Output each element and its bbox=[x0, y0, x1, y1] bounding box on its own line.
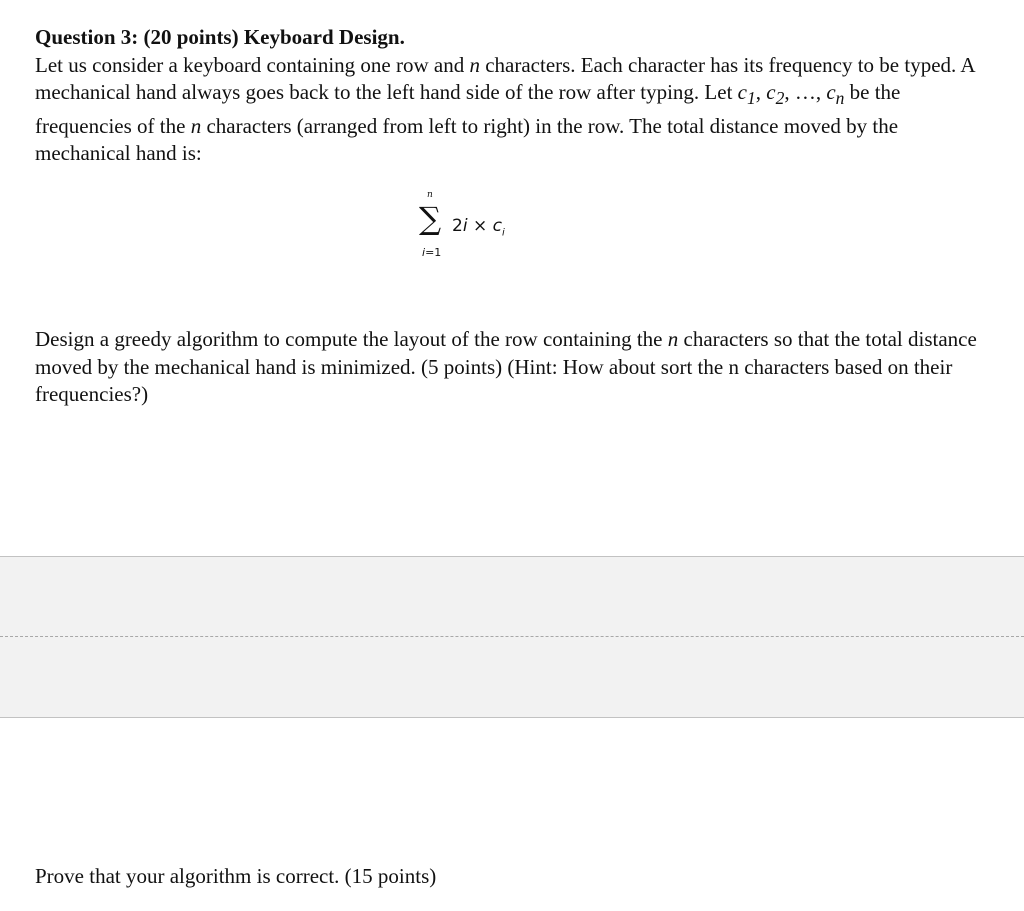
separator-1: , bbox=[755, 80, 767, 104]
summand-coef: 2 bbox=[452, 216, 463, 236]
answer-divider bbox=[0, 636, 1024, 637]
question-title: Question 3: (20 points) Keyboard Design. bbox=[35, 25, 405, 49]
part1-question bbox=[35, 326, 995, 409]
sigma-upper-limit: n bbox=[427, 190, 433, 200]
summation-formula bbox=[418, 190, 558, 270]
part1-text-2: characters so that the total distance moved by the mechanical hand is minimized. (5 points) (Hint: How about sort the n characters based on their frequencies?) bbox=[35, 327, 977, 406]
question-block bbox=[35, 24, 995, 168]
var-n-2: n bbox=[190, 113, 202, 138]
lower-var: i bbox=[422, 246, 426, 259]
sigma-lower-limit bbox=[422, 246, 441, 259]
intro-text-3: be the frequencies of the bbox=[35, 80, 901, 138]
times-sign: × bbox=[467, 216, 493, 236]
summand-sub-i: i bbox=[501, 227, 505, 239]
lower-rest: =1 bbox=[425, 246, 442, 259]
part1-var-n: n bbox=[667, 327, 679, 351]
sub-1: 1 bbox=[747, 88, 756, 109]
var-cn: c bbox=[826, 80, 836, 104]
question-intro bbox=[35, 52, 995, 168]
part1-text-1: Design a greedy algorithm to compute the layout of the row containing the bbox=[35, 327, 668, 351]
summand-c: c bbox=[492, 216, 502, 236]
answer-area[interactable] bbox=[0, 556, 1024, 718]
sigma-symbol: ∑ bbox=[419, 201, 442, 237]
sub-n: n bbox=[835, 88, 845, 109]
intro-text-1: Let us consider a keyboard containing one row and bbox=[35, 52, 470, 77]
separator-2: , …, bbox=[784, 80, 827, 104]
intro-text-2: characters. Each character has its frequency to be typed. A mechanical hand always goes back to the left hand side of the row after typing. Let bbox=[35, 52, 975, 104]
summand bbox=[452, 216, 505, 238]
var-c1: c bbox=[737, 80, 747, 104]
sub-2: 2 bbox=[775, 88, 785, 109]
intro-text-4: characters (arranged from left to right) in the row. The total distance moved by the mechanical hand is: bbox=[35, 113, 899, 166]
part2-question: Prove that your algorithm is correct. (15 points) bbox=[35, 864, 437, 888]
var-n: n bbox=[469, 52, 480, 77]
var-c2: c bbox=[766, 80, 776, 104]
summand-i: i bbox=[462, 216, 468, 236]
